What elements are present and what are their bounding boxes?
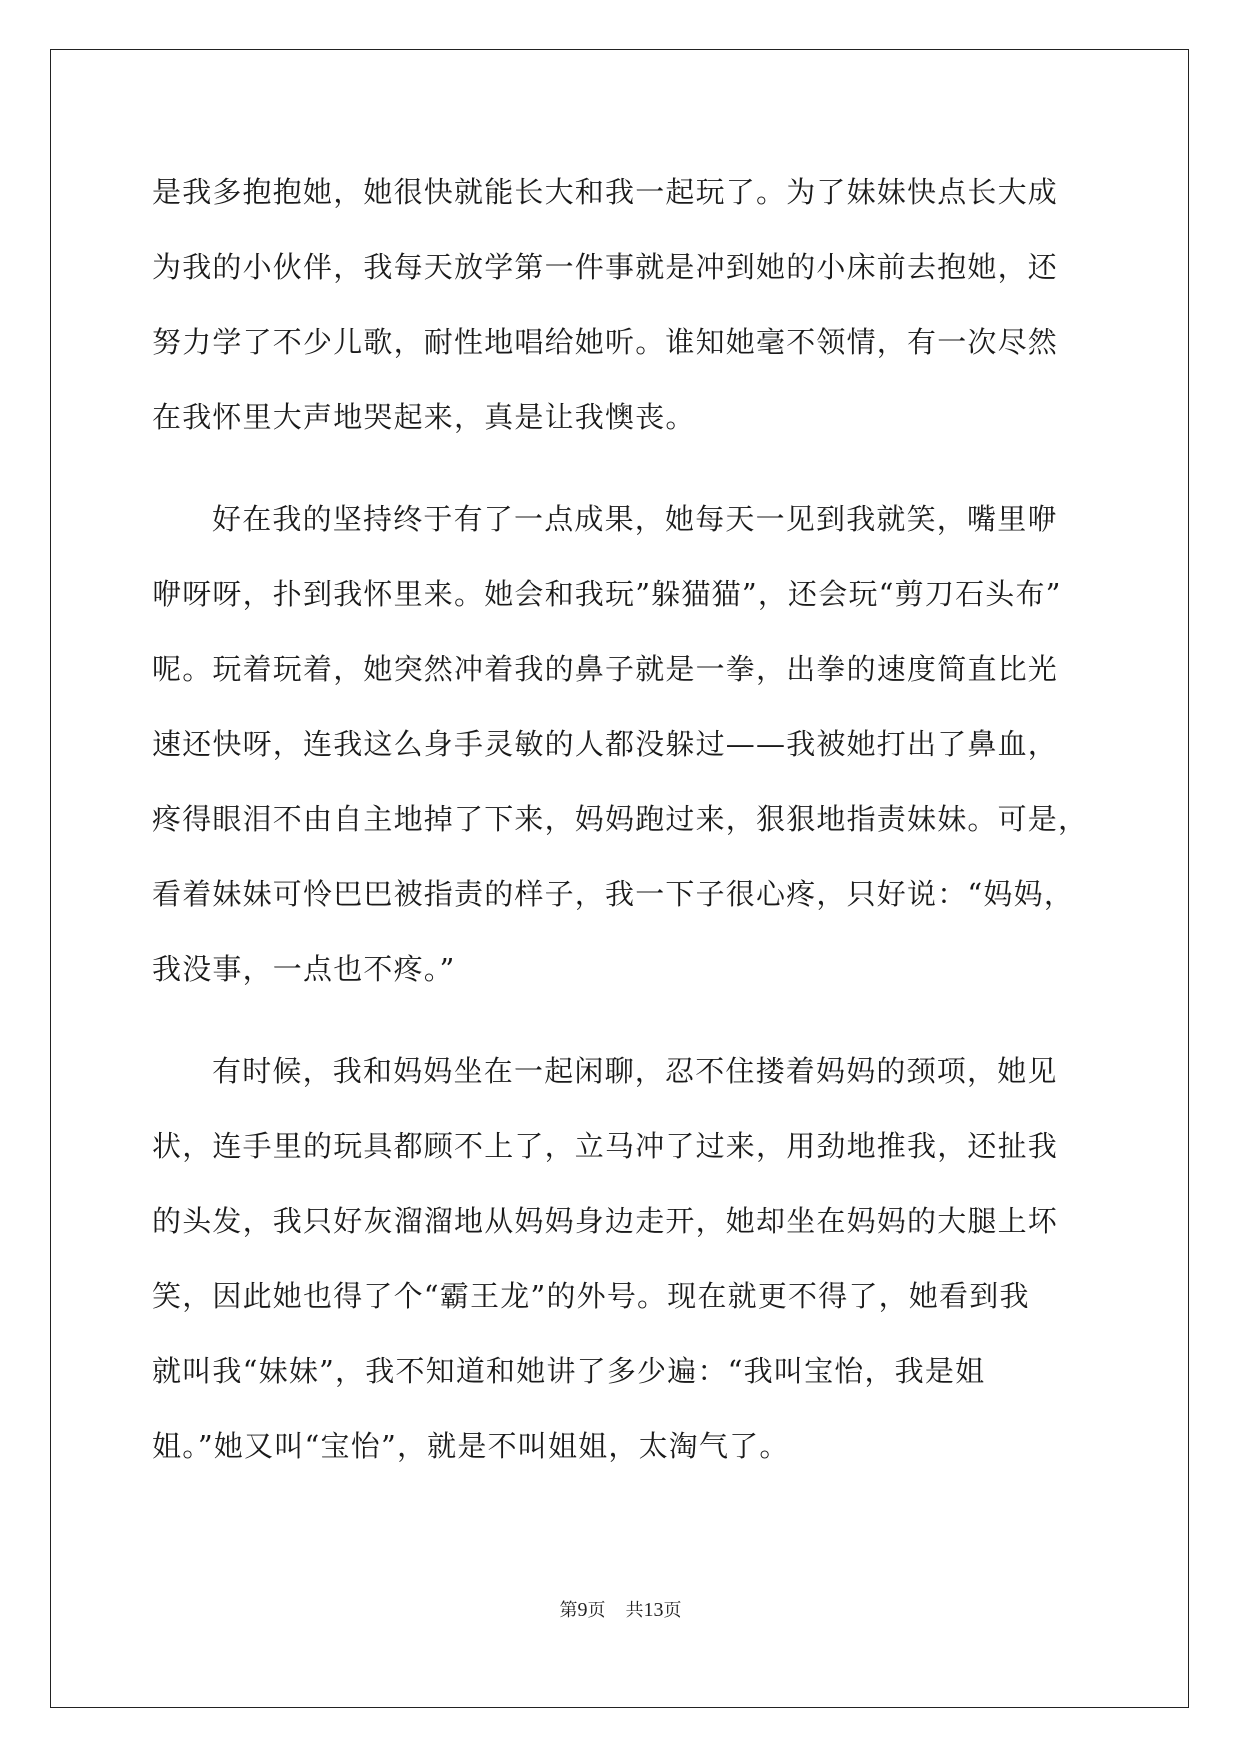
text-line: 在我怀里大声地哭起来，真是让我懊丧。 bbox=[152, 400, 696, 434]
text-line: 疼得眼泪不由自主地掉了下来，妈妈跑过来，狠狠地指责妹妹。可是， bbox=[152, 802, 1089, 836]
text-line: 为我的小伙伴，我每天放学第一件事就是冲到她的小床前去抱她，还 bbox=[152, 250, 1059, 284]
page-number-prefix: 第 bbox=[559, 1600, 578, 1621]
text-line: 笑，因此她也得了个“霸王龙”的外号。现在就更不得了，她看到我 bbox=[152, 1279, 1030, 1313]
text-line: 就叫我“妹妹”，我不知道和她讲了多少遍：“我叫宝怡，我是姐 bbox=[152, 1354, 986, 1388]
text-line: 呢。玩着玩着，她突然冲着我的鼻子就是一拳，出拳的速度简直比光 bbox=[152, 652, 1059, 686]
text-line: 是我多抱抱她，她很快就能长大和我一起玩了。为了妹妹快点长大成 bbox=[152, 175, 1059, 209]
text-line: 的头发，我只好灰溜溜地从妈妈身边走开，她却坐在妈妈的大腿上坏 bbox=[152, 1204, 1059, 1238]
total-pages-prefix: 共 bbox=[625, 1600, 644, 1621]
text-line: 看着妹妹可怜巴巴被指责的样子，我一下子很心疼，只好说：“妈妈， bbox=[152, 877, 1075, 911]
text-line: 速还快呀，连我这么身手灵敏的人都没躲过——我被她打出了鼻血， bbox=[152, 727, 1059, 761]
total-pages: 13 bbox=[643, 1599, 664, 1621]
page-footer bbox=[0, 1598, 1241, 1623]
paragraph-first-line: 有时候，我和妈妈坐在一起闲聊，忍不住搂着妈妈的颈项，她见 bbox=[212, 1054, 1058, 1088]
total-pages-suffix: 页 bbox=[663, 1600, 682, 1621]
page-number-suffix: 页 bbox=[587, 1600, 606, 1621]
text-line: 姐。”她又叫“宝怡”，就是不叫姐姐，太淘气了。 bbox=[152, 1429, 790, 1463]
text-line: 努力学了不少儿歌，耐性地唱给她听。谁知她毫不领情，有一次尽然 bbox=[152, 325, 1059, 359]
text-line: 咿呀呀，扑到我怀里来。她会和我玩”躲猫猫”，还会玩“剪刀石头布” bbox=[152, 577, 1062, 611]
text-line: 状，连手里的玩具都顾不上了，立马冲了过来，用劲地推我，还扯我 bbox=[152, 1129, 1059, 1163]
paragraph-first-line: 好在我的坚持终于有了一点成果，她每天一见到我就笑，嘴里咿 bbox=[212, 502, 1058, 536]
page-number: 9 bbox=[577, 1599, 588, 1621]
text-line: 我没事，一点也不疼。” bbox=[152, 952, 456, 986]
